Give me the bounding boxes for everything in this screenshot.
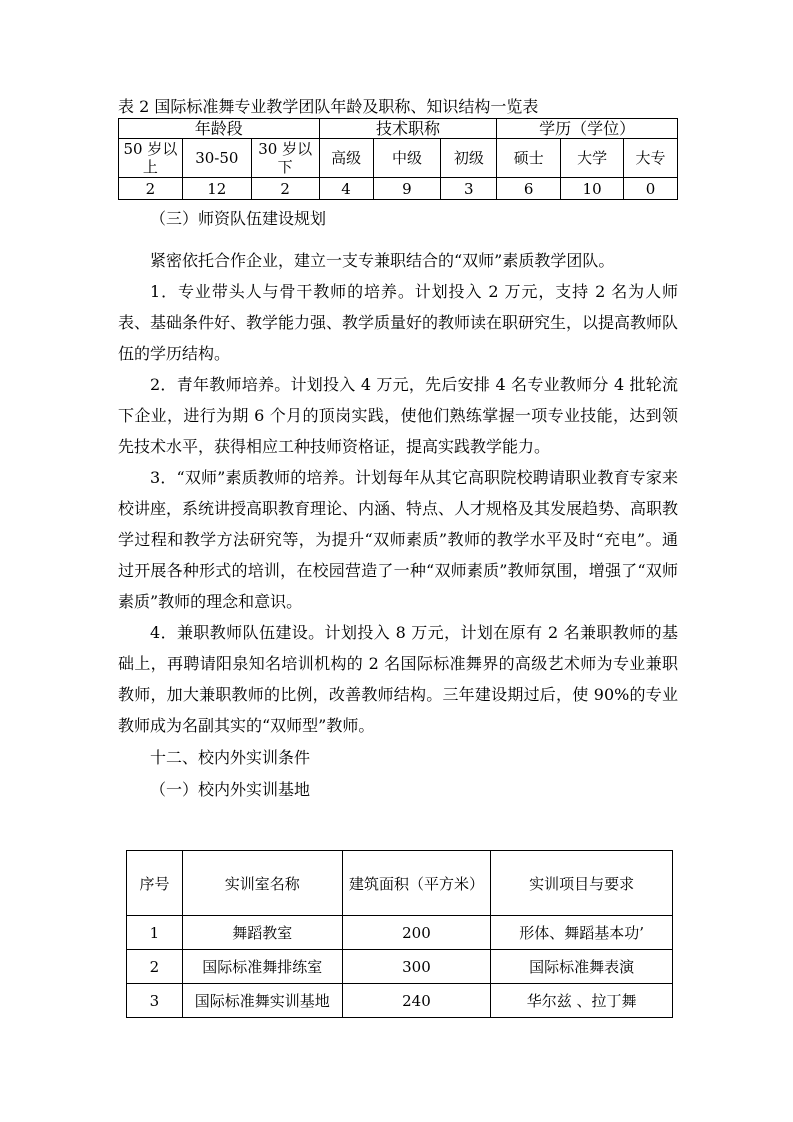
- table-cell: 9: [373, 178, 441, 200]
- column-header: 硕士: [497, 139, 561, 178]
- column-header: 大专: [624, 139, 678, 178]
- group-header-education: 学历（学位）: [497, 119, 678, 139]
- table-cell: 2: [127, 950, 183, 984]
- table-cell: 形体、舞蹈基本功’: [491, 916, 673, 950]
- table-cell: 12: [182, 178, 251, 200]
- table-cell: 国际标准舞排练室: [182, 950, 342, 984]
- column-header: 实训室名称: [182, 851, 342, 916]
- table-cell: 10: [561, 178, 624, 200]
- faculty-structure-table: [118, 118, 678, 200]
- table-cell: 2: [251, 178, 319, 200]
- column-header: 30-50: [182, 139, 251, 178]
- table-cell: 240: [342, 984, 491, 1018]
- section-heading: 十二、校内外实训条件: [150, 748, 311, 767]
- table-caption: 表 2 国际标准舞专业教学团队年龄及职称、知识结构一览表: [118, 97, 539, 116]
- column-header: 初级: [441, 139, 497, 178]
- table-cell: 3: [127, 984, 183, 1018]
- table-row: [127, 950, 673, 984]
- table-cell: 200: [342, 916, 491, 950]
- column-header: 大学: [561, 139, 624, 178]
- column-header: 实训项目与要求: [491, 851, 673, 916]
- table-header-row: [119, 119, 678, 139]
- column-header: 中级: [373, 139, 441, 178]
- table-cell: 舞蹈教室: [182, 916, 342, 950]
- paragraph: 1．专业带头人与骨干教师的培养。计划投入 2 万元，支持 2 名为人师表、基础条件好、教学能力强、教学质量好的教师读在职研究生，以提高教师队伍的学历结构。: [118, 282, 679, 363]
- table-cell: 国际标准舞实训基地: [182, 984, 342, 1018]
- column-header: 高级: [319, 139, 373, 178]
- table-row: [127, 916, 673, 950]
- column-header: 50 岁以上: [119, 139, 183, 178]
- table-cell: 300: [342, 950, 491, 984]
- table-row: [127, 984, 673, 1018]
- column-header: 序号: [127, 851, 183, 916]
- table-cell: 2: [119, 178, 183, 200]
- group-header-age: 年龄段: [119, 119, 320, 139]
- table-cell: 0: [624, 178, 678, 200]
- table-cell: 3: [441, 178, 497, 200]
- table-row: [119, 178, 678, 200]
- table-cell: 4: [319, 178, 373, 200]
- section-heading: （三）师资队伍建设规划: [150, 209, 327, 228]
- paragraph: 3．“双师”素质教师的培养。计划每年从其它高职院校聘请职业教育专家来校讲座，系统讲授高职教育理论、内涵、特点、人才规格及其发展趋势、高职教学过程和教学方法研究等，为提升“双师素质”教师的教学水平及时“充电”。通过开展各种形式的培训，在校园营造了一种“双师素质”教师氛围，增强了“双师素质”教师的理念和意识。: [118, 468, 679, 611]
- training-base-table: [126, 850, 673, 1018]
- group-header-title: 技术职称: [319, 119, 497, 139]
- paragraph: 紧密依托合作企业，建立一支专兼职结合的“双师”素质教学团队。: [150, 251, 615, 270]
- column-header: 建筑面积（平方米）: [342, 851, 491, 916]
- table-cell: 6: [497, 178, 561, 200]
- table-cell: 1: [127, 916, 183, 950]
- table-cell: 华尔兹 、拉丁舞: [491, 984, 673, 1018]
- table-header-row: [127, 851, 673, 916]
- column-header: 30 岁以下: [251, 139, 319, 178]
- table-subheader-row: [119, 139, 678, 178]
- table-cell: 国际标准舞表演: [491, 950, 673, 984]
- subsection-heading: （一）校内外实训基地: [150, 780, 311, 799]
- paragraph: 2．青年教师培养。计划投入 4 万元，先后安排 4 名专业教师分 4 批轮流下企业，进行为期 6 个月的顶岗实践，使他们熟练掌握一项专业技能，达到领先技术水平，获得相应工种技师资格证，提高实践教学能力。: [118, 375, 678, 456]
- paragraph: 4．兼职教师队伍建设。计划投入 8 万元，计划在原有 2 名兼职教师的基础上，再聘请阳泉知名培训机构的 2 名国际标准舞界的高级艺术师为专业兼职教师，加大兼职教师的比例，改善教师结构。三年建设期过后，使 90%的专业教师成为名副其实的“双师型”教师。: [118, 623, 678, 735]
